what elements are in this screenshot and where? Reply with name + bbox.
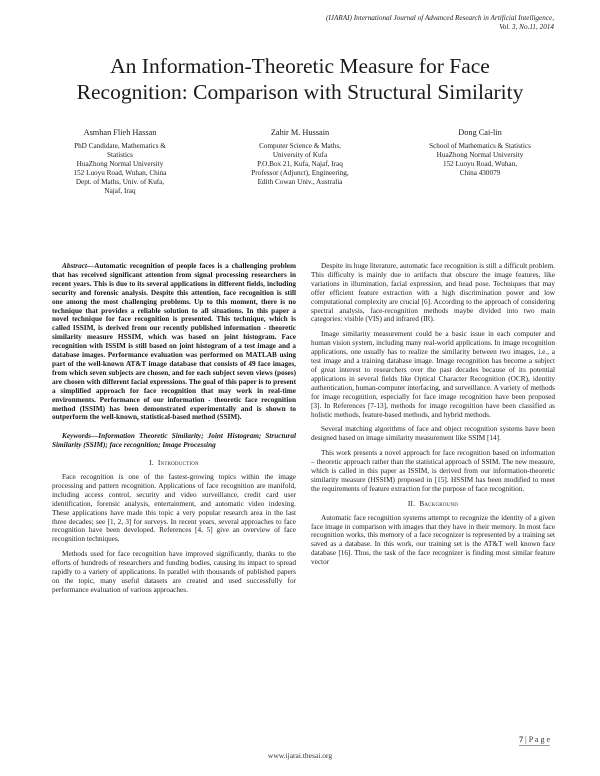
author-affiliation-line: Edith Cowan Univ., Australia bbox=[257, 178, 343, 187]
page-number-value: 7 bbox=[519, 735, 524, 744]
author-affiliation-line: Dept. of Maths, Univ. of Kufa, bbox=[75, 178, 165, 187]
author-name: Asmhan Flieh Hassan bbox=[83, 128, 157, 137]
paragraph: Methods used for face recognition have improved significantly, thanks to the efforts of hundreds of researchers and funding bodies, causing its impact to spread rapidly to a variety of applications. In parallel with thousands of published papers on the topic, many useful datasets are created and used successfully for performance evaluation of various approaches. bbox=[52, 550, 296, 594]
author-affiliation-line: Computer Science & Maths, bbox=[259, 142, 341, 150]
section-heading-introduction bbox=[52, 459, 296, 468]
keywords: Keywords—Information Theoretic Similarity; Joint Histogram; Structural Similarity (SSIM); face recognition; Image Processing bbox=[52, 432, 296, 450]
section-number: I. bbox=[149, 458, 154, 468]
paragraph: Several matching algorithms of face and object recognition systems have been designed based on image similarity measurement like SSIM [14]. bbox=[311, 425, 555, 443]
paragraph: Despite its huge literature, automatic face recognition is still a difficult problem. This difficulty is mainly due to artifacts that obscure the image features, like variations in illumination, facial expression, and head pose. Techniques that may offer efficient feature extraction with a high discrimination power and low computational complexity are crucial [6]. According to the approach of considering spectral analysis, face-recognition methods maybe divided into two main categories: visible (VIS) and infrared (IR). bbox=[311, 262, 555, 324]
journal-header bbox=[194, 14, 554, 33]
page-label: | P a g e bbox=[525, 735, 550, 744]
abstract-text: —Automatic recognition of people faces is a challenging problem that has received significant attention from signal processing researchers in recent years. This is due to its several applications in different fields, including security and forensic analysis. Despite this attention, face recognition is still one among the most challenging problems. Up to this moment, there is no technique that provides a reliable solution to all situations. In this paper a novel technique for face recognition is presented. This technique, which is called ISSIM, is derived from our recently published information - theoretic similarity measure HSSIM, which was based on joint histogram. Face recognition with ISSIM is still based on joint histogram of a test image and a database images. Performance evaluation was performed on MATLAB using part of the well-known AT&T image database that consists of 49 face images, from which seven subjects are chosen, and for each subject seven views (poses) are chosen with different facial expressions. The goal of this paper is to present a simplified approach for face recognition that may work in real-time environments. Performance of our information - theoretic face recognition method (ISSIM) has been demonstrated experimentally and is shown to outperform the well-known, statistical-based method (SSIM). bbox=[52, 262, 296, 422]
title-line-1: An Information-Theoretic Measure for Face bbox=[110, 54, 490, 78]
author-block-2 bbox=[220, 128, 380, 187]
author-affiliation-line: 152 Luoyu Road, Wuhan, bbox=[442, 160, 518, 169]
author-affiliation-line: China 430079 bbox=[459, 169, 501, 178]
abstract bbox=[52, 262, 296, 422]
paragraph: Automatic face recognition systems attempt to recognize the identity of a given face image in comparison with images that they have in their memory. In most face recognition works, this memory of a face recognizer is represented by a training set saved as a database. In this work, our training set is the AT&T well known face database [16]. Thus, the task of the face recognizer is finding most similar feature vector bbox=[311, 513, 555, 567]
author-name: Zahir M. Hussain bbox=[270, 128, 330, 137]
page-number bbox=[519, 735, 550, 746]
footer-url: www.ijarai.thesai.org bbox=[267, 751, 333, 760]
author-block-3 bbox=[400, 128, 560, 178]
author-affiliation-line: Professor (Adjunct), Engineering, bbox=[251, 169, 349, 178]
journal-volume: Vol. 3, No.11, 2014 bbox=[499, 23, 554, 32]
author-affiliation-line: HuaZhong Normal University bbox=[76, 160, 164, 169]
title-line-2: Recognition: Comparison with Structural Similarity bbox=[76, 79, 524, 104]
author-block-1 bbox=[40, 128, 200, 197]
section-title: Introduction bbox=[157, 458, 199, 468]
author-affiliation-line: P.O.Box 21, Kufa, Najaf, Iraq bbox=[257, 160, 343, 169]
author-affiliation-line: School of Mathematics & Statistics bbox=[429, 142, 531, 150]
author-affiliation-line: Najaf, Iraq bbox=[104, 187, 136, 196]
right-column bbox=[311, 262, 555, 573]
paper-title bbox=[40, 54, 560, 105]
left-column bbox=[52, 262, 296, 601]
section-heading-background bbox=[311, 500, 555, 509]
author-affiliation-line: Statistics bbox=[107, 151, 133, 160]
author-affiliation-line: University of Kufa bbox=[272, 151, 328, 160]
author-affiliation-line: 152 Luoyu Road, Wuhan, China bbox=[73, 169, 167, 178]
section-title: Background bbox=[419, 498, 459, 508]
paragraph: Face recognition is one of the fastest-growing topics within the image processing and pattern recognition. Applications of face recognition are manifold, including access control, security and video surveillance, credit card user identification, forensic analysis, entertainment, and automatic video indexing. These applications have made this topic a very popular research area in the last three decades; see [1, 2, 3] for surveys. In recent years, several approaches to face recognition have been developed. References [4, 5] give an overview of face recognition techniques. bbox=[52, 473, 296, 544]
paragraph: This work presents a novel approach for face recognition based on information – theoretic approach rather than the statistical approach of SSIM. The new measure, which is called in this paper as ISSIM, is derived from our information-theoretic similarity measure (HSSIM) proposed in [15]. HSSIM has been modified to meet the requirements of feature extraction for the purpose of face recognition. bbox=[311, 449, 555, 493]
section-number: II. bbox=[407, 498, 416, 508]
author-affiliation-line: PhD Candidate, Mathematics & bbox=[74, 142, 166, 150]
journal-name: (IJARAI) International Journal of Advanced Research in Artificial Intelligence, bbox=[325, 14, 554, 22]
author-affiliation-line: HuaZhong Normal University bbox=[436, 151, 524, 160]
author-name: Dong Cai-lin bbox=[458, 128, 502, 137]
abstract-lead: Abstract bbox=[62, 262, 87, 270]
paragraph: Image similarity measurement could be a basic issue in each computer and human vision system, including many real-world applications. In image recognition applications, one usually has to realize the similarity between two images, i.e., a test image and a training database image. Image recognition has become a subject of great interest to researchers over the past decades because of its potential applications in several fields like Optical Character Recognition (OCR), identity authentication, human-computer interfacing, and surveillance. A variety of methods for image recognition, especially for face image recognition have been proposed [3]. In References [7-13], methods for image recognition have been classified as holistic methods, feature-based methods, and hybrid methods. bbox=[311, 330, 555, 419]
